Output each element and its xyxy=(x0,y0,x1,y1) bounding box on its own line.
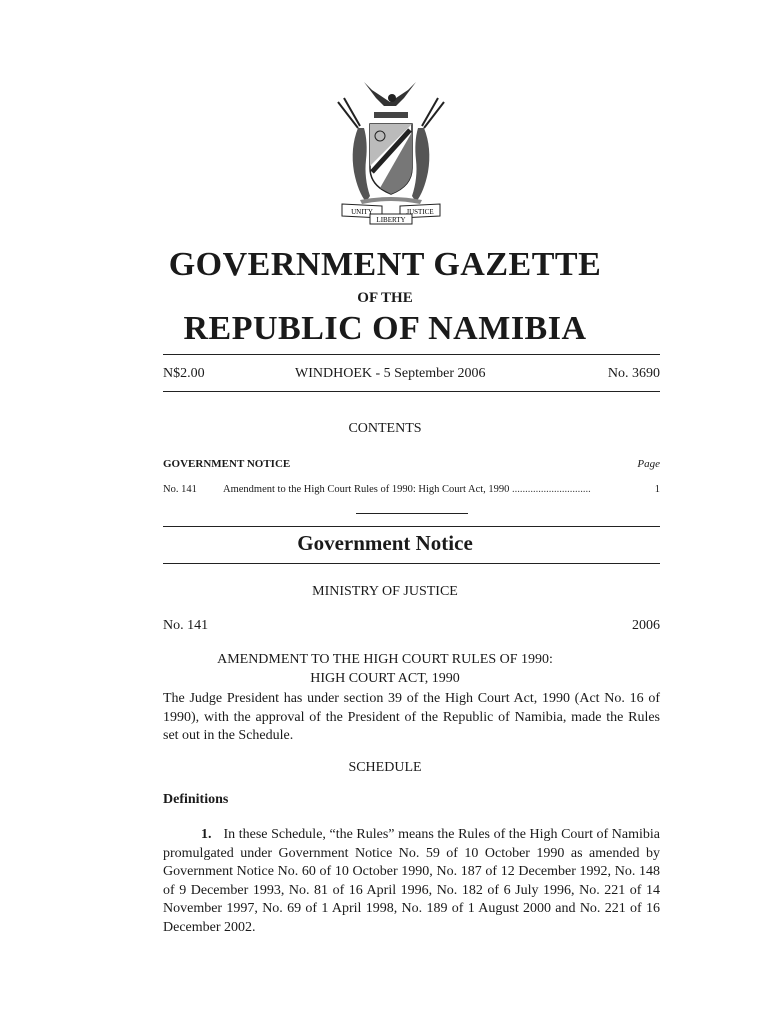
notice-intro-paragraph: The Judge President has under section 39 of the High Court Act, 1990 (Act No. 16 of 1990), with the approval of the President of the Republic of Namibia, made the Rules set out in the Schedule. xyxy=(163,691,660,743)
notice-title-line-1: AMENDMENT TO THE HIGH COURT RULES OF 1990: xyxy=(217,652,553,667)
section-1-number: 1. xyxy=(201,827,212,842)
gazette-title: GOVERNMENT GAZETTE xyxy=(168,246,602,283)
masthead-rule-bottom xyxy=(163,391,660,392)
motto-justice: JUSTICE xyxy=(406,208,434,216)
gazette-republic: REPUBLIC OF NAMIBIA xyxy=(183,310,587,347)
notice-year: 2006 xyxy=(632,618,660,633)
contents-heading: CONTENTS xyxy=(348,421,422,436)
notice-heading: Government Notice xyxy=(297,531,473,555)
motto-liberty: LIBERTY xyxy=(376,216,406,224)
issue-price: N$2.00 xyxy=(163,366,205,381)
contents-entry-leader: .............................. xyxy=(509,484,591,495)
gazette-title-connector: OF THE xyxy=(357,290,413,306)
contents-section-label: GOVERNMENT NOTICE xyxy=(163,458,291,470)
definitions-heading: Definitions xyxy=(163,792,229,807)
notice-title-line-2: HIGH COURT ACT, 1990 xyxy=(310,671,460,686)
section-1-text: In these Schedule, “the Rules” means the Rules of the High Court of Namibia promulgated under Government Notice No. 59 of 10 October 1990 as amended by Government Notice No. 60 of 10 October 1990, No. 187 of 12 December 1992, No. 148 of 9 December 1993, No. 81 of 16 April 1996, No. 182 of 6 July 1996, No. 221 of 14 November 1997, No. 69 of 1 April 1998, No. 189 of 1 August 2000 and No. 221 of 16 December 2002. xyxy=(163,827,660,935)
notice-title xyxy=(0,650,770,688)
masthead-rule-top xyxy=(163,354,660,355)
issue-info-row xyxy=(163,366,660,382)
contents-entry-title-wrap xyxy=(223,484,636,495)
contents-entry-number: No. 141 xyxy=(163,484,197,495)
contents-separator xyxy=(356,513,468,514)
section-1-paragraph xyxy=(163,826,660,937)
notice-number: No. 141 xyxy=(163,618,209,633)
issue-number: No. 3690 xyxy=(607,366,660,381)
coat-of-arms-emblem-icon xyxy=(320,68,460,228)
coat-of-arms xyxy=(320,68,460,228)
notice-rule-top xyxy=(163,526,660,527)
ministry-name: MINISTRY OF JUSTICE xyxy=(312,584,458,599)
motto-unity: UNITY xyxy=(351,208,373,216)
contents-entry-title: Amendment to the High Court Rules of 1990: High Court Act, 1990 xyxy=(223,484,510,495)
notice-rule-bottom xyxy=(163,563,660,564)
contents-page-label: Page xyxy=(637,458,660,470)
contents-entry xyxy=(163,484,660,495)
notice-number-row xyxy=(163,618,660,634)
contents-entry-page: 1 xyxy=(654,484,660,495)
issue-place-date: WINDHOEK - 5 September 2006 xyxy=(295,366,486,381)
schedule-heading: SCHEDULE xyxy=(348,760,422,775)
